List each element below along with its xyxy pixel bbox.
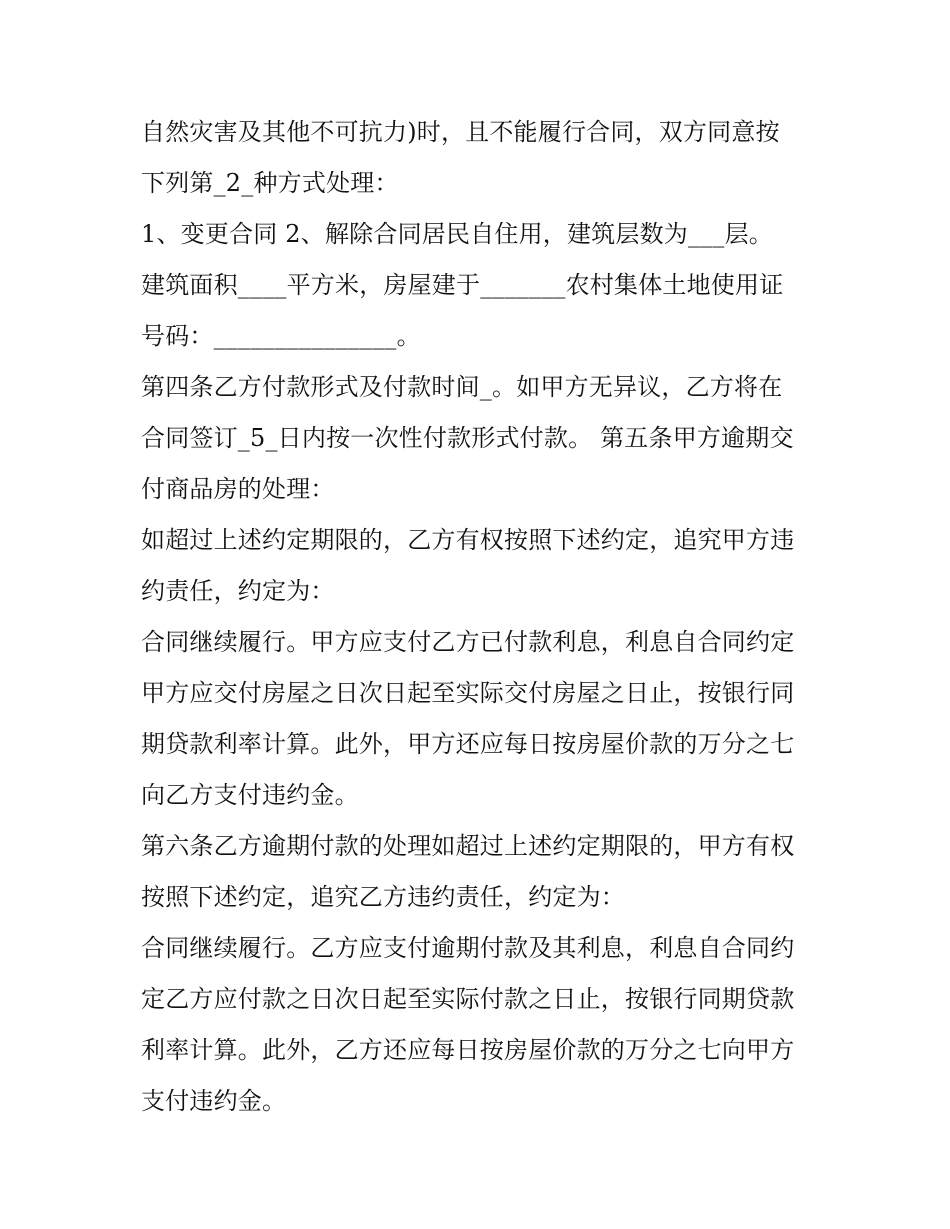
text-line: 1、变更合同 2、解除合同居民自住用，建筑层数为___层。: [141, 220, 773, 248]
text-line: 建筑面积____平方米，房屋建于_______农村集体土地使用证: [141, 271, 784, 299]
text-line: 支付违约金。: [141, 1087, 287, 1115]
text-line: 第四条乙方付款形式及付款时间_。如甲方无异议，乙方将在: [141, 373, 783, 401]
text-line: 下列第_2_种方式处理：: [141, 169, 399, 197]
text-line: 自然灾害及其他不可抗力)时，且不能履行合同，双方同意按: [141, 118, 780, 146]
text-line: 付商品房的处理：: [141, 475, 335, 503]
text-line: 定乙方应付款之日次日起至实际付款之日止，按银行同期贷款: [141, 985, 795, 1013]
text-line: 第六条乙方逾期付款的处理如超过上述约定期限的，甲方有权: [141, 832, 795, 860]
text-line: 期贷款利率计算。此外，甲方还应每日按房屋价款的万分之七: [141, 730, 795, 758]
text-line: 号码：_______________。: [141, 322, 421, 350]
text-line: 向乙方支付违约金。: [141, 781, 359, 809]
text-line: 利率计算。此外，乙方还应每日按房屋价款的万分之七向甲方: [141, 1036, 795, 1064]
text-line: 甲方应交付房屋之日次日起至实际交付房屋之日止，按银行同: [141, 679, 795, 707]
text-line: 按照下述约定，追究乙方违约责任，约定为：: [141, 883, 625, 911]
text-line: 如超过上述约定期限的，乙方有权按照下述约定，追究甲方违: [141, 526, 795, 554]
text-line: 约责任，约定为：: [141, 577, 335, 605]
text-line: 合同继续履行。甲方应支付乙方已付款利息，利息自合同约定: [141, 628, 795, 656]
contract-text: [141, 107, 821, 1127]
text-line: 合同签订_5_日内按一次性付款形式付款。 第五条甲方逾期交: [141, 424, 794, 452]
text-line: 合同继续履行。乙方应支付逾期付款及其利息，利息自合同约: [141, 934, 795, 962]
